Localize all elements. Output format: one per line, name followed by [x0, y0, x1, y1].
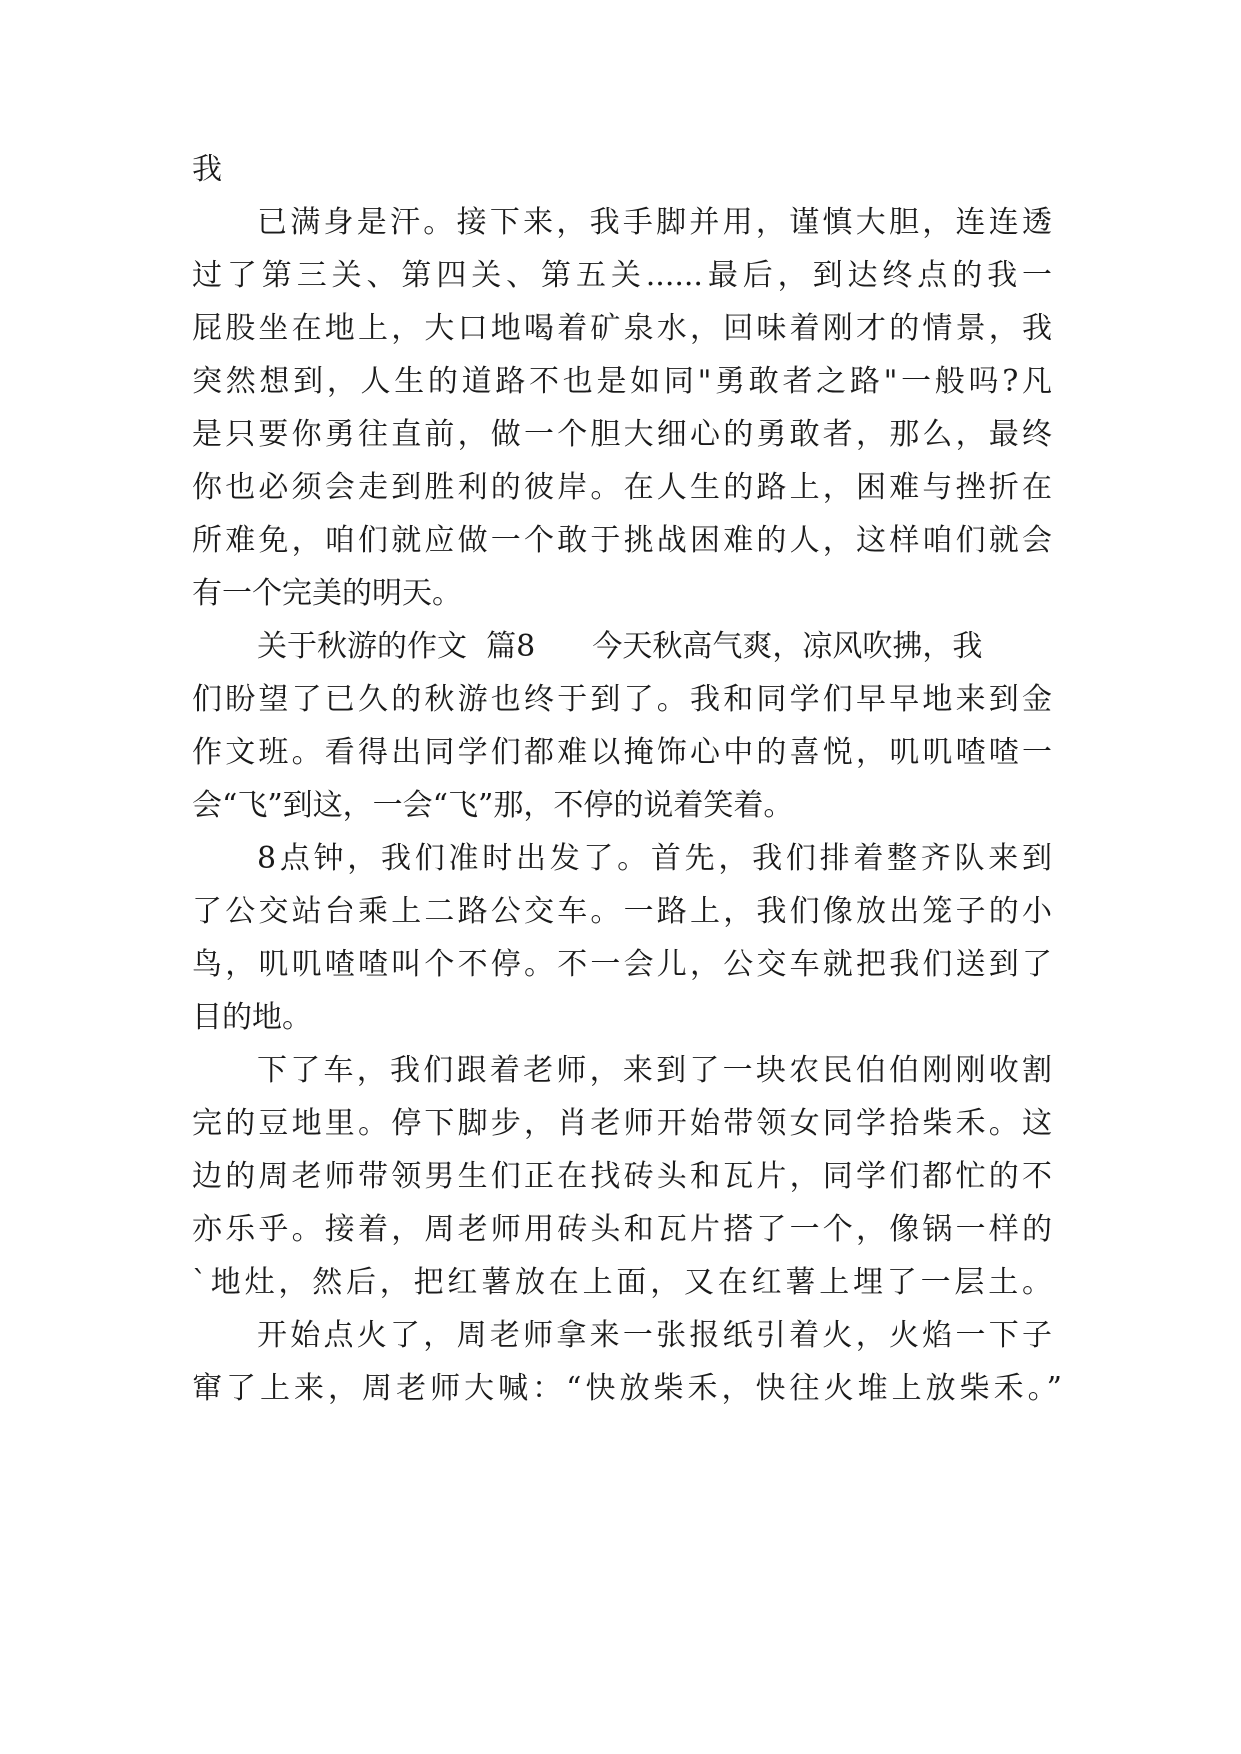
text-line: 亦乐乎。接着，周老师用砖头和瓦片搭了一个，像锅一样的: [192, 1212, 1052, 1247]
text-line: 边的周老师带领男生们正在找砖头和瓦片，同学们都忙的不: [192, 1159, 1052, 1194]
text-line: 我: [192, 152, 222, 187]
text-line: 突然想到，人生的道路不也是如同"勇敢者之路"一般吗?凡: [192, 364, 1052, 399]
text-line: 鸟，叽叽喳喳叫个不停。不一会儿，公交车就把我们送到了: [192, 947, 1052, 982]
text-line: 过了第三关、第四关、第五关......最后，到达终点的我一: [192, 258, 1052, 293]
text-line: 窜了上来，周老师大喊：“快放柴禾，快往火堆上放柴禾。”: [192, 1371, 1062, 1406]
text-line: 了公交站台乘上二路公交车。一路上，我们像放出笼子的小: [192, 894, 1052, 929]
text-line: 关于秋游的作文 篇8 今天秋高气爽，凉风吹拂，我: [257, 629, 983, 664]
text-line: 作文班。看得出同学们都难以掩饰心中的喜悦，叽叽喳喳一: [192, 735, 1052, 770]
text-line: 已满身是汗。接下来，我手脚并用，谨慎大胆，连连透: [257, 205, 1052, 240]
text-line: 屁股坐在地上，大口地喝着矿泉水，回味着刚才的情景，我: [192, 311, 1052, 346]
text-line: `地灶，然后，把红薯放在上面，又在红薯上埋了一层土。: [192, 1265, 1052, 1300]
text-line: 会“飞”到这，一会“飞”那，不停的说着笑着。: [192, 788, 794, 823]
text-line: 你也必须会走到胜利的彼岸。在人生的路上，困难与挫折在: [192, 470, 1052, 505]
text-line: 下了车，我们跟着老师，来到了一块农民伯伯刚刚收割: [257, 1053, 1052, 1088]
text-line: 有一个完美的明天。: [192, 576, 462, 611]
text-line: 目的地。: [192, 1000, 312, 1035]
text-line: 8点钟，我们准时出发了。首先，我们排着整齐队来到: [257, 841, 1052, 876]
text-line: 开始点火了，周老师拿来一张报纸引着火，火焰一下子: [257, 1318, 1052, 1353]
text-line: 们盼望了已久的秋游也终于到了。我和同学们早早地来到金: [192, 682, 1052, 717]
text-line: 所难免，咱们就应做一个敢于挑战困难的人，这样咱们就会: [192, 523, 1052, 558]
text-line: 是只要你勇往直前，做一个胆大细心的勇敢者，那么，最终: [192, 417, 1052, 452]
text-line: 完的豆地里。停下脚步，肖老师开始带领女同学拾柴禾。这: [192, 1106, 1052, 1141]
